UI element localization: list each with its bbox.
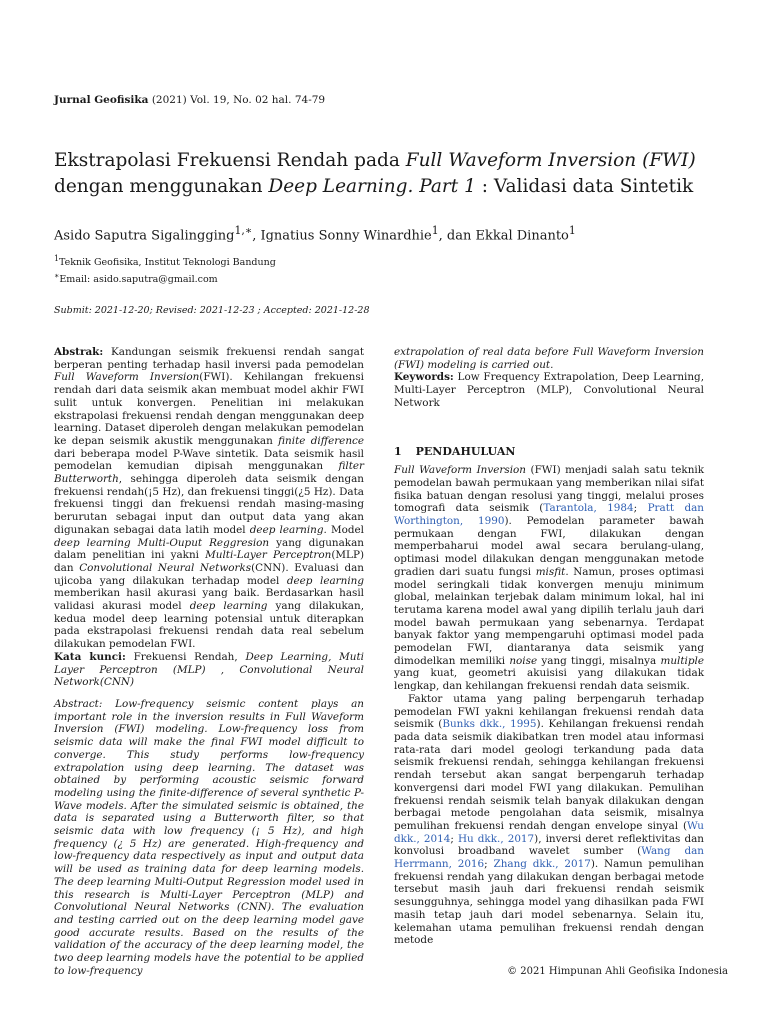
abstract-italic: deep learning [189,600,268,613]
abstract-italic: Convolutional Neural Networks [79,561,252,574]
affiliation-text: Teknik Geofisika, Institut Teknologi Bandung [59,257,276,269]
affil-mark: ∗ [54,271,60,281]
paragraph-text: yang tinggi, misalnya [537,654,661,667]
section-number: 1 [394,444,402,458]
citation-link[interactable]: Bunks dkk., 1995 [442,718,537,731]
copyright-footer: © 2021 Himpunan Ahli Geofisika Indonesia [507,966,728,977]
author-affil-mark: 1,∗ [234,224,253,237]
abstract-italic: finite difference [278,434,364,447]
author-name: , Ignatius Sonny Winardhie [252,228,432,244]
paragraph-text: ; [633,502,648,515]
citation-link[interactable]: Pratt dan Worthington, 1990 [394,502,705,528]
paragraph-text: yang kuat, geometri akuisisi yang dilakukan tidak lengkap, dan kehilangan frekuensi rendah data seismik. [394,667,704,693]
abstract-text: Kandungan seismik frekuensi rendah sangat berperan penting terhadap hasil inversi pada pemodelan [54,346,364,371]
keywords-label: Kata kunci: [54,650,126,663]
paragraph-1 [394,464,704,693]
title-text: : Validasi data Sintetik [475,176,694,197]
keywords-text: Low Frequency Extrapolation, Deep Learning, Multi-Layer Perceptron (MLP), Convolutional Neural Network [394,371,704,409]
abstract-italic: Multi-Layer Perceptron [205,549,332,562]
right-column [394,346,704,947]
citation-link[interactable]: Hu dkk., 2017 [457,832,535,845]
author-name: Asido Saputra Sigalingging [54,228,235,244]
paragraph-text: (FWI) menjadi salah satu teknik pemodelan bawah permukaan yang memberikan nilai sifat fisika batuan dengan resolusi yang tinggi, melalui proses tomografi data seismik ( [394,464,705,515]
paragraph-italic: Full Waveform Inversion [394,464,526,477]
abstract-en: Abstract: Low-frequency seismic content plays an important role in the inversion results in Full Waveform Inversion (FWI) modeling. Low-frequency loss from seismic data will make the final FWI model difficult to converge. This study performs low-frequency extrapolation using deep learning. The dataset was obtained by performing acoustic seismic forward modeling using the finite-difference of several synthetic P-Wave models. After the simulated seismic is obtained, the data is separated using a Butterworth filter, so that seismic data with low frequency (¡ 5 Hz), and high frequency (¿ 5 Hz) are generated. High-frequency and low-frequency data respectively as input and output data will be used as training data for deep learning models. The deep learning Multi-Output Regression model used in this research is Multi-Layer Perceptron (MLP) and Convolutional Neural Networks (CNN). The evaluation and testing carried out on the deep learning model gave good accurate results. Based on the results of the validation of the accuracy of the deep learning model, the two deep learning models have the potential to be applied to low-frequency [54,697,364,977]
abstract-text: . Model [323,523,364,536]
title-text: dengan menggunakan [54,176,269,197]
abstract-text: memberikan hasil akurasi yang baik. Berdasarkan hasil validasi akurasi model [54,587,364,613]
keywords-text: Frekuensi Rendah, [125,650,246,663]
email-text: Email: asido.saputra@gmail.com [59,274,218,286]
keywords-label: Keywords: [394,371,454,384]
journal-info: (2021) Vol. 19, No. 02 hal. 74-79 [151,94,326,106]
abstract-text: (CNN). Evaluasi dan ujicoba yang dilakukan terhadap model [54,561,364,587]
submission-dates: Submit: 2021-12-20; Revised: 2021-12-23 ; Accepted: 2021-12-28 [54,305,370,316]
abstract-italic: Full Waveform Inversion [54,371,200,384]
paper-title [54,148,734,200]
abstract-text: dari beberapa model P-Wave sintetik. Data seismik hasil pemodelan kemudian dipisah menggunakan [54,447,364,473]
abstract-en-continued: extrapolation of real data before Full Waveform Inversion (FWI) modeling is carried out. [394,346,704,371]
abstract-label: Abstrak: [54,346,104,358]
abstract-id [54,346,364,651]
paragraph-italic: multiple [660,654,704,667]
abstract-text: (FWI). Kehilangan frekuensi rendah dari data seismik akan membuat model akhir FWI sulit untuk konvergen. Penelitian ini melakukan ekstrapolasi frekuensi rendah dengan menggunakan deep learning. Dataset diperoleh dengan melakukan pemodelan ke depan seismik akustik menggunakan [54,371,364,447]
affiliation-block [54,252,276,286]
abstract-text: yang dilakukan, kedua model deep learning potensial untuk diterapkan pada ekstrapolasi frekuensi rendah data real sebelum dilakukan pemodelan FWI. [54,600,365,651]
citation-link[interactable]: Wu dkk., 2014 [394,819,704,845]
abstract-italic: deep learning [249,523,324,536]
keywords-italic: Deep Learning, Muti Layer Perceptron (MLP) , Convolutional Neural Network(CNN) [54,650,364,689]
paragraph-text: ). Pemodelan parameter bawah permukaan dengan FWI, dilakukan dengan memperbaharui model awal secara berulang-ulang, optimasi model dilakukan dengan menggunakan metode gradien dari suatu fungsi [394,515,704,578]
paragraph-2 [394,693,704,947]
citation-link[interactable]: Zhang dkk., 2017 [493,858,591,871]
paragraph-text: ; [450,832,458,845]
left-column [54,346,364,977]
paragraph-italic: misfit [535,565,566,578]
section-title: PENDAHULUAN [415,444,516,458]
paragraph-text: ). Namun pemulihan frekuensi rendah yang dilakukan dengan berbagai metode tersebut masih jauh dari frekuensi rendah seismik sesungguhnya, sehingga model yang dihasilkan pada FWI masih tetap jauh dari model sebenarnya. Selain itu, kelemahan utama pemulihan frekuensi rendah dengan metode [394,858,704,947]
journal-citation [54,94,325,106]
abstract-italic: deep learning [286,574,364,587]
paragraph-text: Faktor utama yang paling berpengaruh terhadap pemodelan FWI yakni kehilangan frekuensi rendah data seismik ( [394,692,704,731]
paragraph-text: . Namun, proses optimasi model seringkali tidak konvergen menuju minimum global, melainkan terjebak dalam minimum lokal, hal ini terutama karena model awal yang dipilih terlalu jauh dari model bawah permukaan yang sebenarnya. Terdapat banyak faktor yang mempengaruhi optimasi model pada pemodelan FWI, diantaranya data seismik yang dimodelkan memiliki [394,565,704,667]
paragraph-italic: noise [509,654,538,667]
citation-link[interactable]: Tarantola, 1984 [543,502,634,515]
keywords-en [394,371,704,409]
journal-name: Jurnal Geofisika [54,94,149,106]
author-affil-mark: 1 [431,224,439,237]
author-list [54,224,576,243]
author-name: , dan Ekkal Dinanto [438,228,569,244]
title-italic: Deep Learning. Part 1 [268,176,476,197]
abstract-italic: filter Butterworth [54,460,364,486]
author-affil-mark: 1 [568,224,576,237]
paragraph-text: ), inversi deret reflektivitas dan konvolusi broadband wavelet sumber ( [394,832,704,858]
abstract-italic: deep learning Multi-Ouput Reggresion [54,536,270,549]
affil-mark: 1 [54,254,60,263]
section-heading [394,446,704,459]
abstract-text: (MLP) dan [54,549,364,574]
paragraph-text: ; [484,858,494,871]
abstract-text: yang digunakan dalam penelitian ini yakni [54,536,364,562]
paragraph-text: ). Kehilangan frekuensi rendah pada data seismik diakibatkan tren model atau informasi rata-rata dari model geologi terkandung pada data seismik frekuensi rendah, sehingga kehilangan frekuensi rendah tersebut akan sangat berpengaruh terhadap konvergensi dari model FWI yang dilakukan. Pemulihan frekuensi rendah seismik telah banyak dilakukan dengan berbagai metode pengolahan data seismik, misalnya pemulihan frekuensi rendah dengan envelope sinyal ( [394,718,704,832]
title-italic: Full Waveform Inversion (FWI) [405,150,696,171]
abstract-text: , sehingga diperoleh data seismik dengan frekuensi rendah(¡5 Hz), dan frekuensi tinggi(¿5 Hz). Data frekuensi tinggi dan frekuensi rendah masing-masing berurutan sebagai input dan output data yang akan digunakan sebagai data latih model [54,473,364,536]
keywords-id [54,651,364,689]
citation-link[interactable]: Wang dan Herrmann, 2016 [394,845,705,871]
title-text: Ekstrapolasi Frekuensi Rendah pada [54,150,406,171]
